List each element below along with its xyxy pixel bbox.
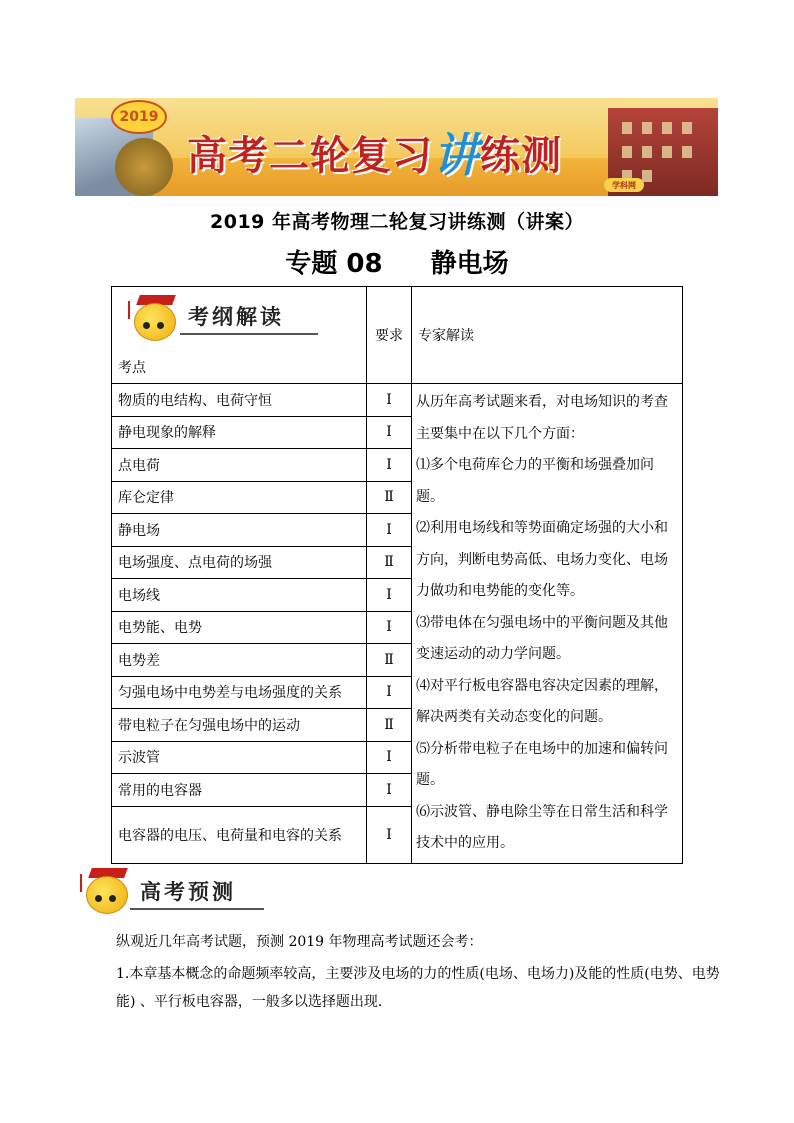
point-cell: 静电场: [112, 514, 367, 547]
section-banner-forecast: [72, 868, 272, 918]
section-underline: [180, 333, 318, 335]
expert-cell: [412, 384, 683, 864]
expert-line: 技术中的应用。: [416, 835, 514, 851]
point-cell: 电容器的电压、电荷量和电容的关系: [112, 806, 367, 863]
req-cell: Ⅰ: [367, 741, 412, 774]
mascot-icon: [124, 295, 184, 343]
expert-line: 方向，判断电势高低、电场力变化、电场: [416, 551, 668, 568]
header-req: 要求: [367, 287, 412, 384]
req-cell: Ⅱ: [367, 644, 412, 677]
expert-line: 解决两类有关动态变化的问题。: [416, 709, 612, 725]
req-cell: Ⅰ: [367, 611, 412, 644]
point-cell: 静电现象的解释: [112, 416, 367, 449]
mascot-icon: [76, 868, 136, 916]
point-cell: 电势能、电势: [112, 611, 367, 644]
expert-line: ⑹示波管、静电除尘等在日常生活和科学: [416, 803, 668, 820]
point-cell: 常用的电容器: [112, 774, 367, 807]
section-label-syllabus: 考纲解读: [188, 305, 284, 329]
banner-title-part: 练测: [480, 132, 562, 179]
forecast-item-1: 1.本章基本概念的命题频率较高，主要涉及电场的力的性质(电场、电场力)及能的性质(电势、电势能) 、平行板电容器，一般多以选择题出现．: [116, 966, 720, 1010]
header-point: 考点: [118, 360, 146, 376]
section-banner-syllabus: [120, 291, 320, 339]
banner-title-part: 二轮复习: [269, 132, 433, 179]
req-cell: Ⅰ: [367, 384, 412, 417]
expert-line: 变速运动的动力学问题。: [416, 646, 570, 662]
expert-line: ⑶带电体在匀强电场中的平衡问题及其他: [416, 614, 668, 631]
table-row: [112, 384, 683, 417]
expert-line: ⑵利用电场线和等势面确定场强的大小和: [416, 520, 668, 536]
point-cell: 示波管: [112, 741, 367, 774]
topic-number: 专题 08: [285, 249, 383, 279]
req-cell: Ⅰ: [367, 579, 412, 612]
header-banner: [75, 98, 718, 196]
point-cell: 库仑定律: [112, 481, 367, 514]
site-logo: 学科网: [604, 178, 644, 192]
forecast-intro: 纵观近几年高考试题，预测 2019 年物理高考试题还会考：: [116, 934, 483, 950]
banner-title: [187, 122, 562, 182]
banner-title-part: 高考: [187, 132, 269, 179]
expert-line: ⑷对平行板电容器电容决定因素的理解，: [416, 677, 668, 694]
expert-line: 主要集中在以下几个方面：: [416, 425, 584, 442]
point-cell: 带电粒子在匀强电场中的运动: [112, 709, 367, 742]
syllabus-table: [111, 286, 683, 864]
document-title: 2019 年高考物理二轮复习讲练测（讲案）: [210, 211, 584, 233]
point-cell: 电场线: [112, 579, 367, 612]
topic-heading: [0, 243, 794, 280]
req-cell: Ⅰ: [367, 514, 412, 547]
req-cell: Ⅱ: [367, 546, 412, 579]
expert-line: 从历年高考试题来看，对电场知识的考查: [416, 394, 668, 410]
table-header-row: [112, 287, 683, 384]
point-cell: 电势差: [112, 644, 367, 677]
req-cell: Ⅰ: [367, 806, 412, 863]
header-point-cell: [112, 287, 367, 384]
expert-line: 题。: [416, 772, 444, 788]
section-label-forecast: 高考预测: [140, 880, 236, 904]
point-cell: 电场强度、点电荷的场强: [112, 546, 367, 579]
req-cell: Ⅰ: [367, 774, 412, 807]
req-cell: Ⅰ: [367, 449, 412, 482]
expert-line: ⑴多个电荷库仑力的平衡和场强叠加问题。: [416, 457, 654, 505]
point-cell: 匀强电场中电势差与电场强度的关系: [112, 676, 367, 709]
point-cell: 物质的电结构、电荷守恒: [112, 384, 367, 417]
expert-line: ⑸分析带电粒子在电场中的加速和偏转问: [416, 740, 668, 757]
point-cell: 点电荷: [112, 449, 367, 482]
year-badge: 2019: [111, 100, 167, 134]
req-cell: Ⅱ: [367, 481, 412, 514]
banner-tree: [115, 138, 173, 196]
header-expert: 专家解读: [412, 287, 683, 384]
section-underline: [130, 908, 264, 910]
req-cell: Ⅰ: [367, 416, 412, 449]
expert-line: 力做功和电势能的变化等。: [416, 583, 584, 599]
req-cell: Ⅱ: [367, 709, 412, 742]
req-cell: Ⅰ: [367, 676, 412, 709]
topic-name: 静电场: [430, 249, 509, 279]
banner-title-part: 讲: [433, 128, 480, 182]
